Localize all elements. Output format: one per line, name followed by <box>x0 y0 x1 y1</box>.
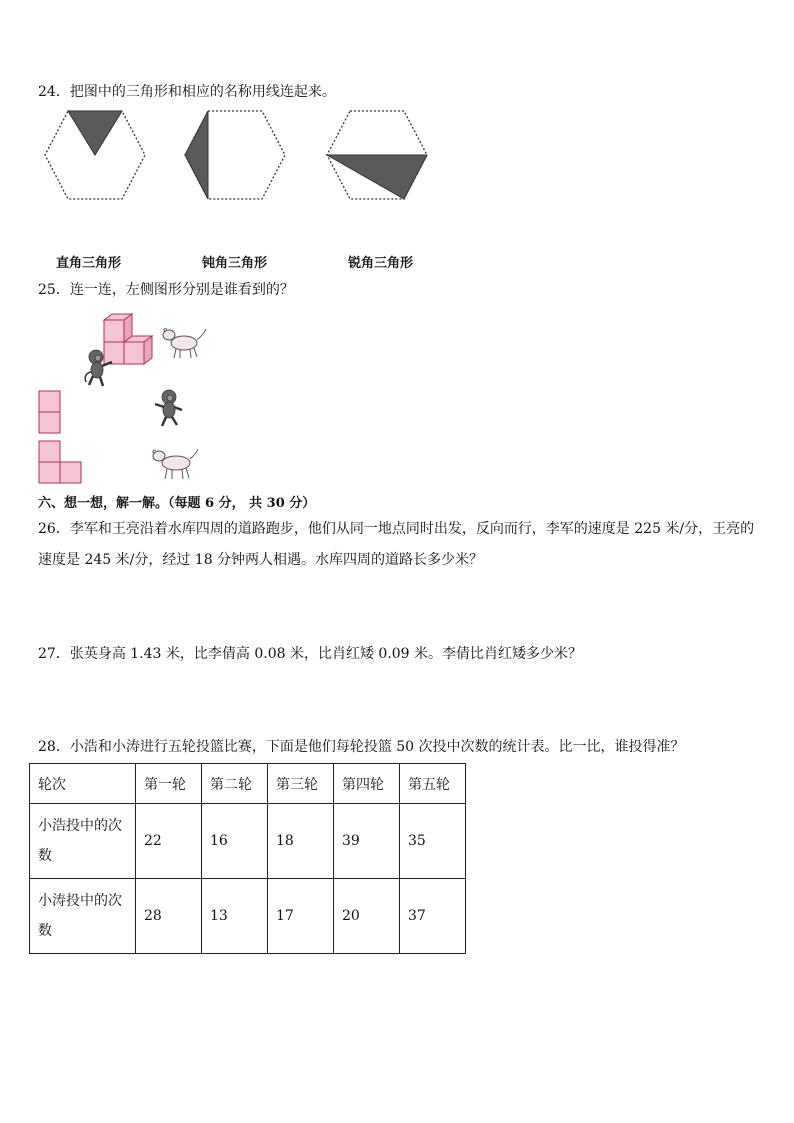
table-header-row <box>30 764 466 804</box>
table-cell: 28 <box>136 879 202 954</box>
table-cell: 35 <box>400 804 466 879</box>
table-cell: 37 <box>400 879 466 954</box>
question-25-text: 25．连一连，左侧图形分别是谁看到的？ <box>38 282 294 298</box>
dog-figure-top <box>160 325 208 361</box>
table-header-cell: 第一轮 <box>136 764 202 804</box>
table-header-cell: 第五轮 <box>400 764 466 804</box>
table-cell: 22 <box>136 804 202 879</box>
stats-table <box>29 763 466 954</box>
table-header-cell: 第四轮 <box>334 764 400 804</box>
table-cell: 16 <box>202 804 268 879</box>
label-acute-triangle: 锐角三角形 <box>348 256 414 271</box>
label-obtuse-triangle: 钝角三角形 <box>202 256 268 271</box>
question-24-text: 24．把图中的三角形和相应的名称用线连起来。 <box>38 84 336 100</box>
side-view-option-2 <box>38 440 84 486</box>
monkey-figure-side <box>152 388 186 428</box>
table-row <box>30 804 466 879</box>
question-28-text: 28．小浩和小涛进行五轮投篮比赛，下面是他们每轮投篮 50 次投中次数的统计表。比一比，谁投得准？ <box>38 739 685 755</box>
question-26-text: 26．李军和王亮沿着水库四周的道路跑步，他们从同一地点同时出发，反向而行，李军的速度是 225 米/分，王亮的速度是 245 米/分，经过 18 分钟两人相遇。水库四周的道路长多少米？ <box>38 521 755 568</box>
table-row-label: 小浩投中的次数 <box>30 804 136 879</box>
question-27-text: 27．张英身高 1.43 米，比李倩高 0.08 米，比肖红矮 0.09 米。李倩比肖红矮多少米？ <box>38 646 583 662</box>
hexagon-figure-3 <box>322 108 432 202</box>
side-view-option-1 <box>38 390 62 436</box>
label-right-triangle: 直角三角形 <box>56 256 122 271</box>
hexagon-figure-1 <box>40 108 150 202</box>
table-header-cell: 第二轮 <box>202 764 268 804</box>
table-cell: 39 <box>334 804 400 879</box>
hexagon-figure-2 <box>180 108 290 202</box>
dog-figure-side <box>150 446 200 482</box>
table-row <box>30 879 466 954</box>
table-cell: 13 <box>202 879 268 954</box>
table-cell: 17 <box>268 879 334 954</box>
table-row-label: 小涛投中的次数 <box>30 879 136 954</box>
section-title: 六、想一想，解一解。（每题 6 分， 共 30 分） <box>38 496 316 511</box>
table-cell: 20 <box>334 879 400 954</box>
table-header-cell: 轮次 <box>30 764 136 804</box>
table-header-cell: 第三轮 <box>268 764 334 804</box>
table-cell: 18 <box>268 804 334 879</box>
monkey-figure-top <box>82 348 116 388</box>
